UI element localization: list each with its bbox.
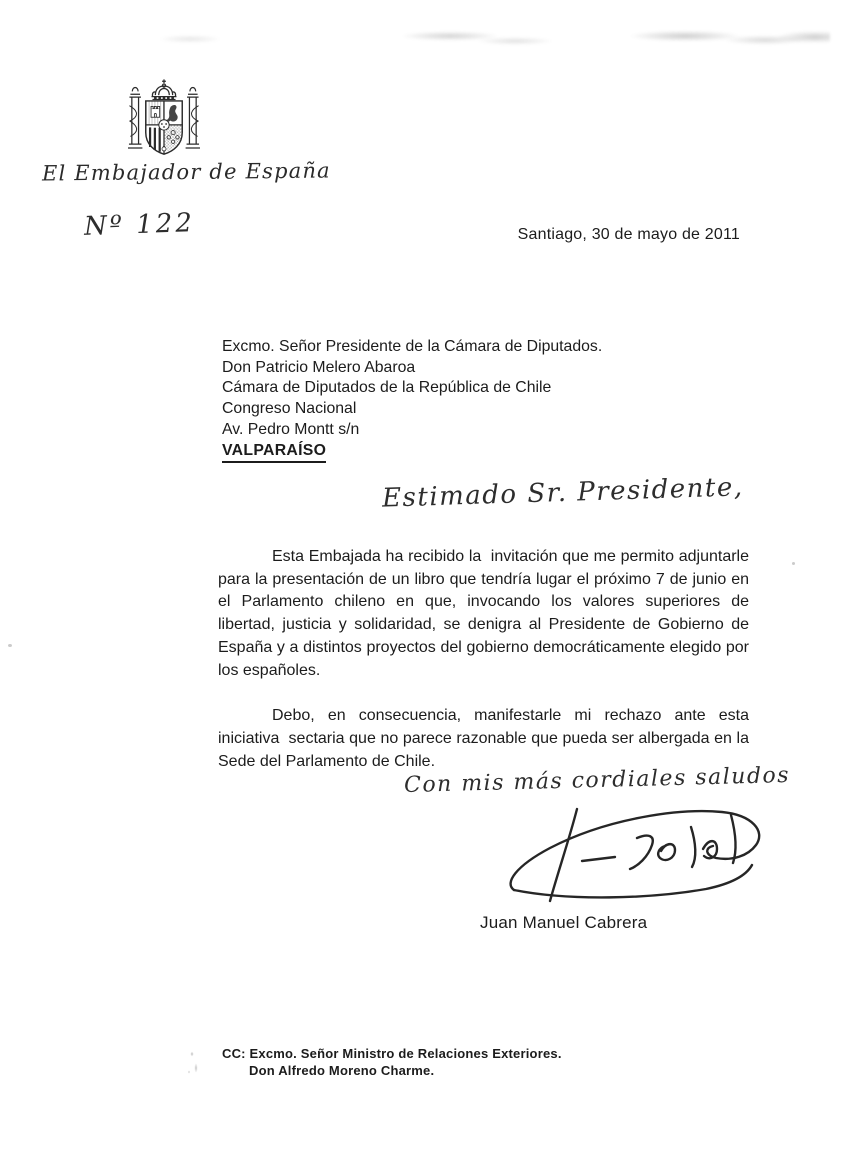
recipient-line: Av. Pedro Montt s/n <box>222 420 360 438</box>
handwritten-closing: Con mis más cordiales saludos <box>403 762 791 799</box>
letter-body <box>218 546 754 796</box>
scan-noise-artifact <box>186 1046 204 1078</box>
date-line: Santiago, 30 de mayo de 2011 <box>517 226 740 243</box>
cc-block <box>222 1045 562 1079</box>
sender-title: El Embajador de España <box>41 158 331 186</box>
recipient-city: VALPARAÍSO <box>222 441 326 464</box>
recipient-line: Cámara de Diputados de la República de Chile <box>222 379 552 397</box>
signature-scribble <box>498 804 798 904</box>
reference-number: Nº 122 <box>83 208 196 242</box>
body-paragraph: Esta Embajada ha recibido la invitación que me permito adjuntarle para la presentación de un libro que tendría lugar el próximo 7 de junio en el Parlamento chileno en que, invocando los valores superiores de libertad, justicia y solidaridad, se denigra al Presidente de Gobierno de España y a distintos proyectos del gobierno democráticamente elegido por los españoles. <box>218 548 754 679</box>
handwritten-salutation: Estimado Sr. Presidente, <box>381 472 744 514</box>
scan-noise-artifact <box>60 25 830 49</box>
cc-line: CC: Excmo. Señor Ministro de Relaciones Exteriores. <box>222 1046 562 1061</box>
recipient-line: Excmo. Señor Presidente de la Cámara de Diputados. <box>222 338 603 355</box>
cc-line: Don Alfredo Moreno Charme. <box>249 1063 435 1078</box>
recipient-line: Congreso Nacional <box>222 400 357 418</box>
signer-name: Juan Manuel Cabrera <box>480 913 648 932</box>
scan-speck <box>8 644 12 647</box>
recipient-line: Don Patricio Melero Abaroa <box>222 358 416 376</box>
scan-speck <box>792 562 795 565</box>
recipient-address-block <box>222 337 602 463</box>
spain-coat-of-arms-icon <box>116 76 212 170</box>
body-paragraph: Debo, en consecuencia, manifestarle mi rechazo ante esta iniciativa sectaria que no parece razonable que pueda ser albergada en la Sede del Parlamento de Chile. <box>218 707 754 770</box>
